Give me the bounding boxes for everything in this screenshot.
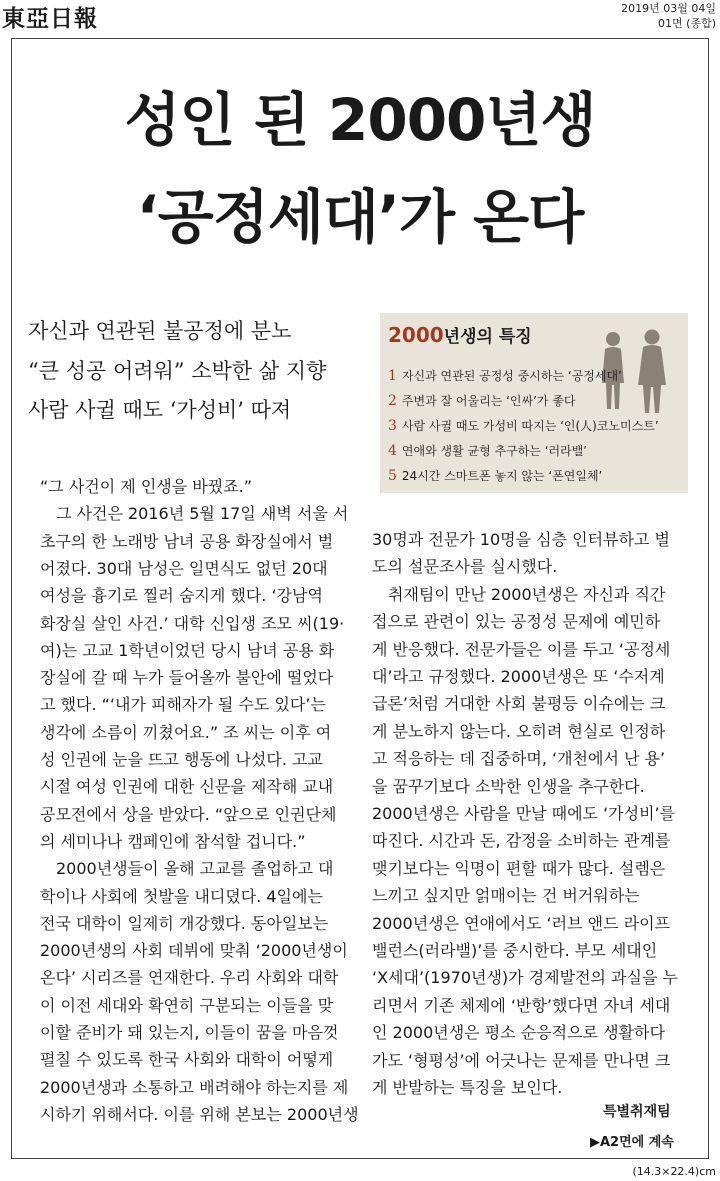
subhead-2: “큰 성공 어려워” 소박한 삶 지향: [28, 359, 327, 383]
body-line: 여성을 흉기로 찔러 숨지게 했다. ‘강남역: [40, 586, 323, 606]
body-line: 학이나 사회에 첫발을 내디뎠다. 4일에는: [40, 886, 323, 906]
body-line: 게 반발하는 특징을 보인다.: [372, 1078, 563, 1097]
traits-box-title-number: 2000: [388, 323, 444, 347]
body-line: 도의 설문조사를 실시했다.: [372, 557, 558, 577]
trait-item: [388, 392, 576, 409]
body-line: 2000년생은 연애에서도 ‘러브 앤드 라이프: [372, 913, 670, 933]
body-line: 밸런스(러라밸)’를 중시한다. 부모 세대인: [372, 941, 658, 960]
body-line: 이 이전 세대와 확연히 구분되는 이들을 맞: [40, 995, 334, 1015]
body-line: 생각에 소름이 끼쳤어요.” 조 씨는 이후 여: [40, 722, 332, 742]
body-line: 을 꿈꾸기보다 소박한 인생을 추구한다.: [372, 776, 645, 796]
body-line: 고 적응하는 데 집중하며, ‘개천에서 난 용’: [372, 749, 666, 769]
body-line: 이할 준비가 돼 있는지, 이들이 꿈을 마음껏: [40, 1023, 339, 1042]
body-line: 그 사건은 2016년 5월 17일 새벽 서울 서: [56, 504, 349, 524]
body-line: 게 분노하지 않는다. 오히려 현실로 인정하: [372, 721, 666, 741]
body-line: 의 세미나나 캠페인에 참석할 겁니다.”: [40, 831, 306, 851]
body-line: 급론’처럼 거대한 사회 불평등 이슈에는 크: [372, 694, 666, 714]
trait-text: 자신과 연관된 공정성 중시하는 ‘공정세대’: [401, 369, 622, 383]
trait-item: [388, 442, 587, 459]
body-line: 2000년생의 사회 데뷔에 맞춰 ‘2000년생이: [40, 941, 348, 961]
issue-date: 2019년 03월 04일: [621, 2, 716, 15]
body-line: 초구의 한 노래방 남녀 공용 화장실에서 벌: [40, 531, 334, 551]
body-line: 어졌다. 30대 남성은 일면식도 없던 20대: [40, 558, 328, 578]
trait-number: 1: [388, 368, 397, 384]
body-line: 대’라고 규정했다. 2000년생은 또 ‘수저계: [372, 667, 665, 686]
body-line: 30명과 전문가 10명을 심층 인터뷰하고 별: [372, 530, 670, 549]
continued-note: ▶A2면에 계속: [590, 1135, 674, 1150]
body-line: 성 인권에 눈을 뜨고 행동에 나섰다. 고교: [40, 750, 323, 769]
headline-line-1: 성인 된 2000년생: [124, 86, 596, 154]
body-line: 펼칠 수 있도록 한국 사회와 대학이 어떻게: [40, 1050, 334, 1070]
body-line: 화장실 살인 사건.’ 대학 신입생 조모 씨(19·: [40, 613, 345, 633]
size-note: (14.3×22.4)cm: [632, 1165, 716, 1178]
body-line: 느끼고 싶지만 얽매이는 건 버거워하는: [372, 886, 640, 906]
body-line: 고 했다. “‘내가 피해자가 될 수도 있다’는: [40, 695, 326, 715]
body-line: 게 반응했다. 전문가들은 이를 두고 ‘공정세: [372, 639, 671, 659]
body-line: 맺기보다는 익명이 편할 때가 많다. 설렘은: [372, 858, 666, 878]
dateline: [621, 1, 716, 31]
body-line: 여)는 고교 1학년이었던 당시 남녀 공용 화: [40, 640, 335, 660]
body-line: 가도 ‘형평성’에 어긋나는 문제를 만나면 크: [372, 1050, 671, 1070]
body-line: 리면서 기존 체제에 ‘반항’했다면 자녀 세대: [372, 995, 671, 1015]
trait-text: 24시간 스마트폰 놓지 않는 ‘폰연일체’: [401, 469, 603, 483]
body-line: 시하기 위해서다. 이를 위해 본보는 2000년생: [40, 1104, 359, 1124]
trait-number: 3: [388, 418, 397, 434]
body-line: 2000년생과 소통하고 배려해야 하는지를 제: [40, 1077, 349, 1097]
trait-item: [388, 467, 602, 484]
byline: 특별취재팀: [603, 1104, 671, 1120]
subhead-1: 자신과 연관된 불공정에 분노: [28, 319, 292, 343]
headline-line-2: ‘공정세대’가 온다: [136, 183, 584, 251]
masthead: 東亞日報: [2, 5, 98, 32]
body-line: 접으로 관련이 있는 공정성 문제에 예민하: [372, 612, 661, 632]
body-line: 장실에 갈 때 누가 들어올까 불안에 떨었다: [40, 668, 334, 688]
page-label: 01면 (종합): [658, 17, 716, 30]
traits-box-title: [388, 322, 532, 347]
trait-text: 연애와 생활 균형 추구하는 ‘러라밸’: [401, 444, 588, 458]
body-line: 온다’ 시리즈를 연재한다. 우리 사회와 대학: [40, 968, 339, 988]
body-line: 따진다. 시간과 돈, 감정을 소비하는 관계를: [372, 831, 671, 851]
subhead-3: 사람 사귈 때도 ‘가성비’ 따져: [28, 398, 292, 422]
body-line: “그 사건이 제 인생을 바꿨죠.”: [40, 477, 253, 496]
trait-item: [388, 417, 659, 434]
traits-box-title-text: 년생의 특징: [443, 327, 532, 347]
trait-item: [388, 367, 622, 384]
body-line: 인 2000년생은 평소 순응적으로 생활하다: [372, 1023, 665, 1043]
body-line: 전국 대학이 일제히 개강했다. 동아일보는: [40, 913, 329, 933]
body-line: 취재팀이 만난 2000년생은 자신과 직간: [388, 584, 666, 604]
body-line: ‘X세대’(1970년생)가 경제발전의 과실을 누: [372, 968, 678, 988]
trait-text: 주변과 잘 어울리는 ‘인싸’가 좋다: [401, 394, 576, 408]
body-line: 시절 여성 인권에 대한 신문을 제작해 교내: [40, 777, 334, 797]
trait-text: 사람 사귈 때도 가성비 따지는 ‘인(人)코노미스트’: [401, 419, 659, 433]
body-line: 2000년생은 사람을 만날 때에도 ‘가성비’를: [372, 804, 676, 823]
body-line: 공모전에서 상을 받았다. “앞으로 인권단체: [40, 804, 337, 824]
trait-number: 5: [388, 468, 397, 484]
trait-number: 2: [388, 393, 397, 409]
trait-number: 4: [388, 443, 397, 459]
body-line: 2000년생들이 올해 고교를 졸업하고 대: [56, 859, 334, 879]
